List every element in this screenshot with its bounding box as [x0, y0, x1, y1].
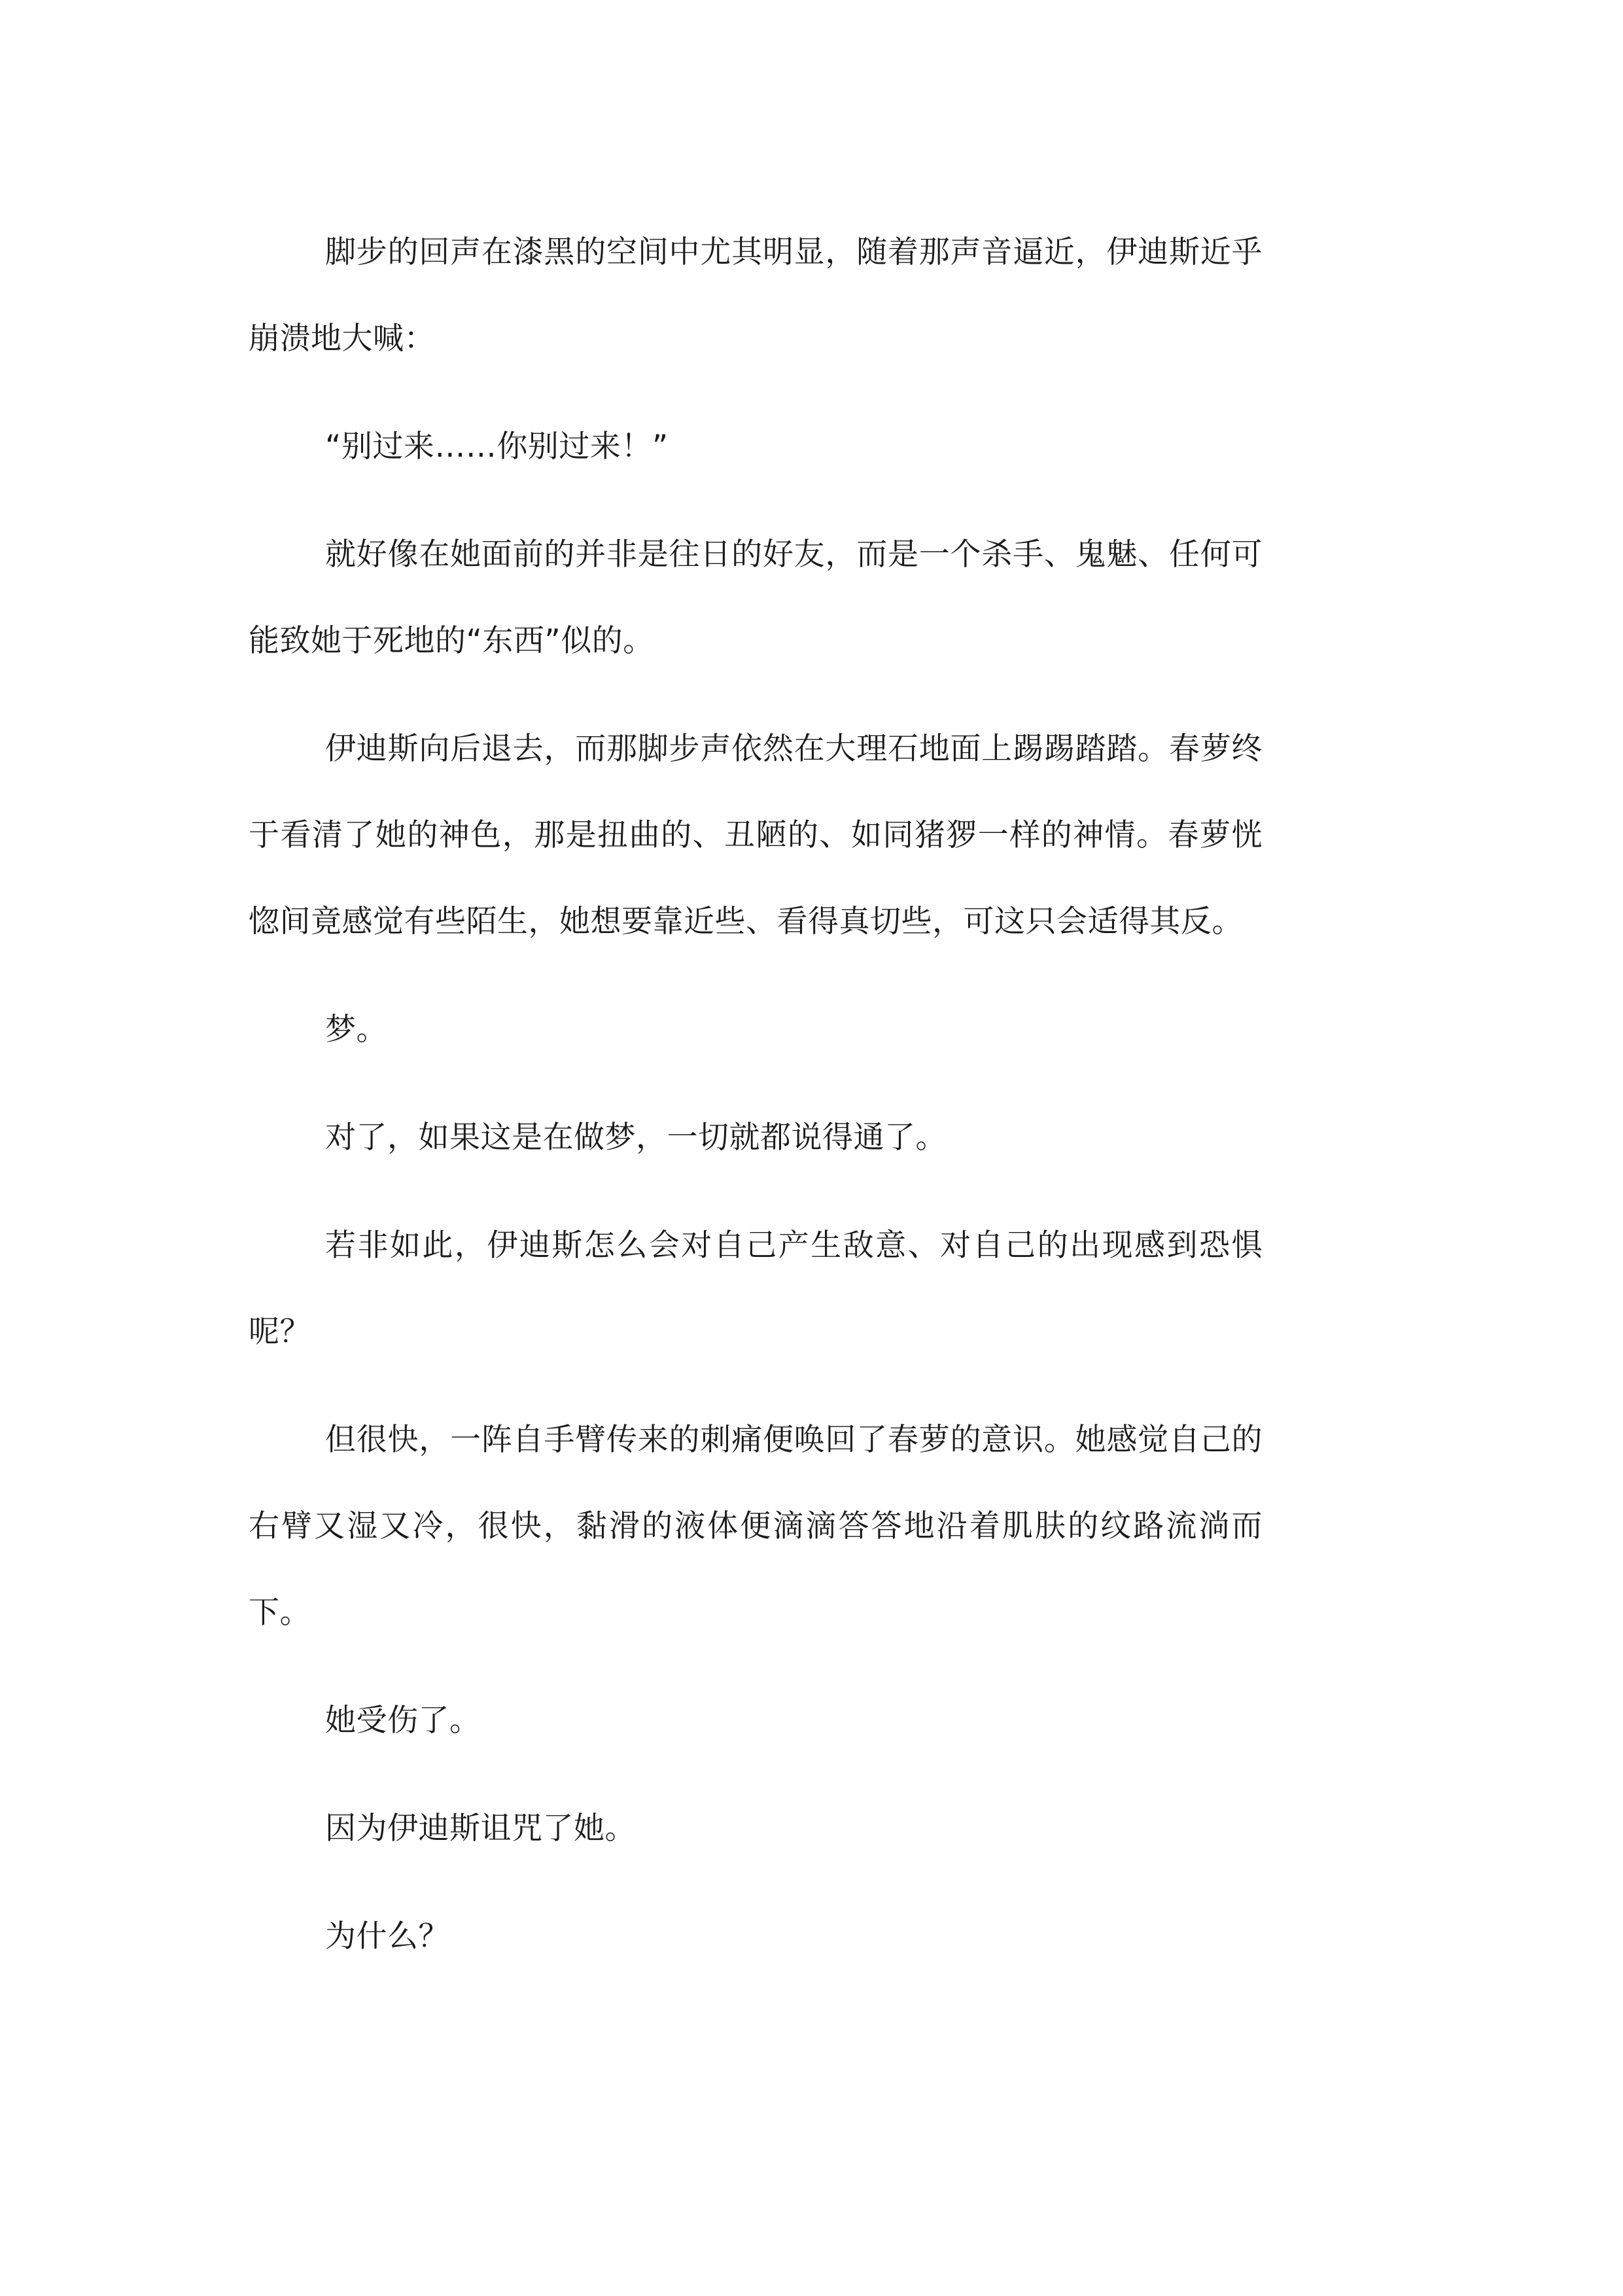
paragraph: 伊迪斯向后退去，而那脚步声依然在大理石地面上踢踢踏踏。春萝终于看清了她的神色，那是扭曲的、丑陋的、如同猪猡一样的神情。春萝恍惚间竟感觉有些陌生，她想要靠近些、看得真切些，可这只会适得其反。 [249, 731, 1263, 940]
paragraph: “别过来……你别过来！” [325, 429, 669, 465]
paragraph: 为什么？ [325, 1918, 449, 1954]
paragraph: 梦。 [325, 1012, 387, 1048]
paragraph: 脚步的回声在漆黑的空间中尤其明显，随着那声音逼近，伊迪斯近乎崩溃地大喊： [249, 234, 1263, 357]
document-body [249, 209, 1263, 2002]
paragraph: 若非如此，伊迪斯怎么会对自己产生敌意、对自己的出现感到恐惧呢？ [249, 1227, 1263, 1350]
paragraph: 因为伊迪斯诅咒了她。 [325, 1810, 636, 1846]
paragraph: 就好像在她面前的并非是往日的好友，而是一个杀手、鬼魅、任何可能致她于死地的“东西”似的。 [249, 537, 1263, 659]
paragraph: 对了，如果这是在做梦，一切就都说得通了。 [325, 1120, 947, 1156]
paragraph: 她受伤了。 [325, 1703, 481, 1739]
paragraph: 但很快，一阵自手臂传来的刺痛便唤回了春萝的意识。她感觉自己的右臂又湿又冷，很快，黏滑的液体便滴滴答答地沿着肌肤的纹路流淌而下。 [249, 1422, 1263, 1631]
